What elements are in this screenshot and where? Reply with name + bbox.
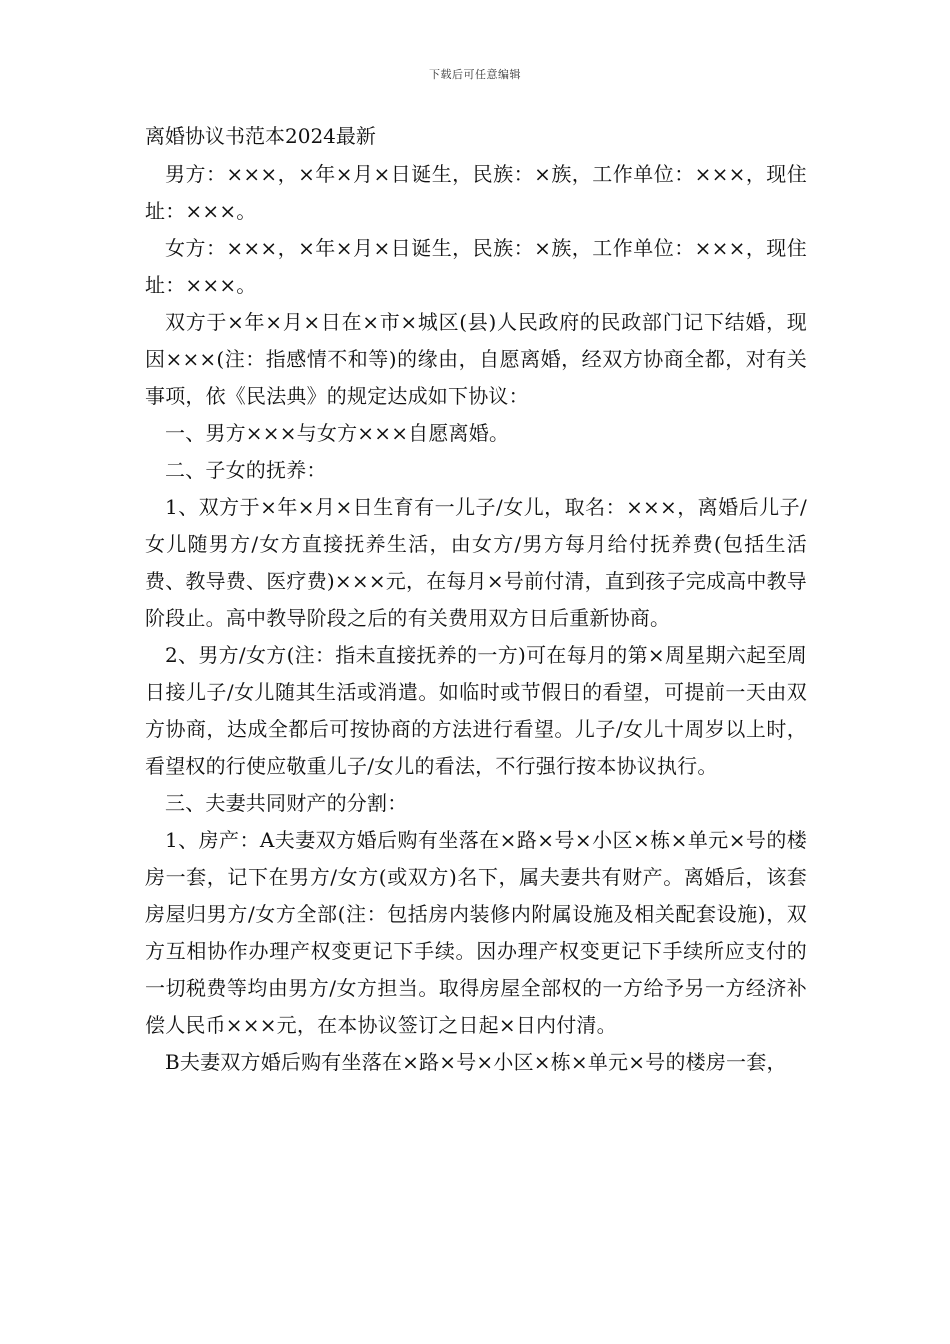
paragraph-clause-1: 一、男方×××与女方×××自愿离婚。 [165, 421, 510, 445]
paragraph-child-custody: 1、双方于×年×月×日生育有一儿子/女儿，取名：×××，离婚后儿子/女儿随男方/女方直接抚养生活，由女方/男方每月给付抚养费(包括生活费、教导费、医疗费)×××元，在每月×号前付清，直到孩子完成高中教导阶段止。高中教导阶段之后的有关费用双方日后重新协商。 [145, 495, 807, 630]
paragraph-intro: 双方于×年×月×日在×市×城区(县)人民政府的民政部门记下结婚，现因×××(注：指感情不和等)的缘由，自愿离婚，经双方协商全都，对有关事项，依《民法典》的规定达成如下协议： [145, 310, 807, 408]
paragraph-property-a: 1、房产：A夫妻双方婚后购有坐落在×路×号×小区×栋×单元×号的楼房一套，记下在男方/女方(或双方)名下，属夫妻共有财产。离婚后，该套房屋归男方/女方全部(注：包括房内装修内附属设施及相关配套设施)，双方互相协作办理产权变更记下手续。因办理产权变更记下手续所应支付的一切税费等均由男方/女方担当。取得房屋全部权的一方给予另一方经济补偿人民币×××元，在本协议签订之日起×日内付清。 [145, 828, 807, 1037]
paragraph-wife: 女方：×××，×年×月×日诞生，民族：×族，工作单位：×××，现住址：×××。 [145, 236, 807, 297]
paragraph-clause-3-heading: 三、夫妻共同财产的分割： [165, 791, 408, 815]
document-body [145, 118, 807, 1081]
document-title: 离婚协议书范本2024最新 [145, 124, 376, 148]
header-note: 下载后可任意编辑 [429, 68, 521, 81]
paragraph-husband: 男方：×××，×年×月×日诞生，民族：×族，工作单位：×××，现住址：×××。 [145, 162, 807, 223]
paragraph-property-b: B夫妻双方婚后购有坐落在×路×号×小区×栋×单元×号的楼房一套， [165, 1050, 787, 1074]
paragraph-clause-2-heading: 二、子女的抚养： [165, 458, 327, 482]
paragraph-visitation: 2、男方/女方(注：指未直接抚养的一方)可在每月的第×周星期六起至周日接儿子/女儿随其生活或消遣。如临时或节假日的看望，可提前一天由双方协商，达成全都后可按协商的方法进行看望。儿子/女儿十周岁以上时，看望权的行使应敬重儿子/女儿的看法，不行强行按本协议执行。 [145, 643, 807, 778]
